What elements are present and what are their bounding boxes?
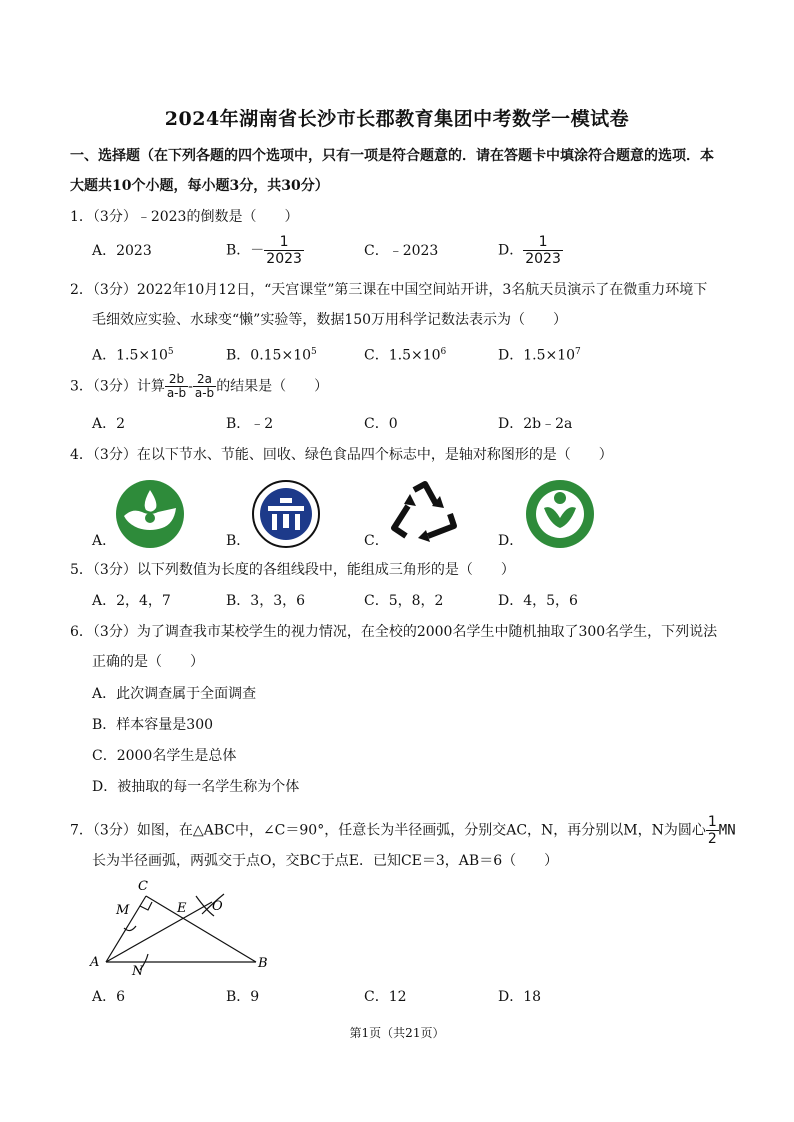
numerator: 1 — [264, 234, 304, 251]
denominator: a-b — [194, 386, 215, 400]
question-2-line2: 毛细效应实验、水球变“懒”实验等，数据150万用科学记数法表示为（ ） — [92, 312, 568, 328]
exponent: 6 — [440, 347, 447, 357]
fraction — [264, 234, 304, 267]
label-b: B — [258, 956, 268, 971]
denominator: 2023 — [525, 251, 561, 267]
question-2-line1: 2．（3分）2022年10月12日，“天宫课堂”第三课在中国空间站开讲，3名航天员演示了在微重力环境下 — [70, 282, 708, 298]
q5-option-c: C．5，8，2 — [364, 593, 444, 609]
q1-option-b — [226, 234, 304, 267]
exponent: 5 — [167, 347, 174, 357]
numerator: 1 — [523, 234, 563, 251]
minus-sign: - — [188, 378, 193, 395]
question-1-stem: 1．（3分）﹣2023的倒数是（ ） — [70, 209, 299, 225]
energy-saving-logo-icon — [250, 478, 322, 550]
denominator: a-b — [166, 386, 187, 400]
option-text: C．1.5×10 — [364, 347, 441, 364]
question-6-line2: 正确的是（ ） — [92, 654, 204, 670]
q7-option-c: C．12 — [364, 989, 407, 1005]
question-7-line2: 长为半径画弧，两弧交于点O，交BC于点E．已知CE＝3，AB＝6（ ） — [92, 853, 559, 869]
section-heading-line2: 大题共10个小题，每小题3分，共30分） — [70, 178, 329, 194]
exponent: 7 — [575, 347, 581, 357]
minus-sign: － — [250, 242, 265, 259]
fraction-2a — [193, 373, 216, 400]
option-label: B． — [226, 242, 251, 259]
numerator: 2a — [193, 373, 216, 387]
label-m: M — [116, 903, 130, 918]
denominator: 2 — [707, 831, 717, 847]
q2-option-c — [364, 342, 446, 366]
fraction-half — [706, 814, 719, 847]
q3-option-b: B．﹣2 — [226, 416, 274, 432]
question-7-line1 — [70, 814, 736, 847]
q4-option-c: C． — [364, 533, 389, 549]
numerator: 2b — [165, 373, 188, 387]
q2-option-b — [226, 342, 317, 366]
q1-option-c: C．﹣2023 — [364, 243, 439, 259]
option-text: B．0.15×10 — [226, 347, 312, 364]
q3-option-c: C．0 — [364, 416, 398, 432]
q5-option-a: A．2，4，7 — [92, 593, 171, 609]
q2-option-d — [498, 342, 581, 366]
q6-option-c: C．2000名学生是总体 — [92, 748, 237, 764]
stem-suffix: 的结果是（ ） — [216, 378, 329, 395]
option-label: D． — [498, 242, 524, 259]
question-4-stem: 4．（3分）在以下节水、节能、回收、绿色食品四个标志中，是轴对称图形的是（ ） — [70, 447, 613, 463]
water-saving-logo-icon — [114, 478, 186, 550]
q4-option-a: A． — [92, 533, 117, 549]
page-footer: 第1页（共21页） — [349, 1026, 445, 1040]
q5-option-b: B．3，3，6 — [226, 593, 306, 609]
q6-option-a: A．此次调查属于全面调查 — [92, 686, 257, 702]
option-text: D．1.5×10 — [498, 347, 576, 364]
q1-option-d — [498, 234, 563, 267]
green-food-logo-icon — [524, 478, 596, 550]
stem-prefix: 3．（3分）计算 — [70, 378, 165, 395]
q6-option-b: B．样本容量是300 — [92, 717, 214, 733]
stem-text: 7．（3分）如图，在△ABC中，∠C＝90°，任意长为半径画弧，分别交AC，N，再分别以M，N为圆心 — [70, 822, 706, 839]
q2-option-a — [92, 342, 174, 366]
q6-option-d: D．被抽取的每一名学生称为个体 — [92, 779, 300, 795]
section-heading-line1: 一、选择题（在下列各题的四个选项中，只有一项是符合题意的．请在答题卡中填涂符合题意的选项．本 — [70, 148, 714, 164]
q7-option-a: A．6 — [92, 989, 126, 1005]
numerator: 1 — [707, 814, 717, 830]
exponent: 5 — [311, 347, 317, 357]
mn-symbol: MN — [718, 822, 736, 839]
label-o: O — [212, 899, 223, 914]
q5-option-d: D．4，5，6 — [498, 593, 578, 609]
denominator: 2023 — [266, 251, 302, 267]
label-a: A — [90, 955, 100, 970]
label-c: C — [138, 879, 148, 894]
q4-option-d: D． — [498, 533, 524, 549]
q3-option-a: A．2 — [92, 416, 126, 432]
question-5-stem: 5．（3分）以下列数值为长度的各组线段中，能组成三角形的是（ ） — [70, 562, 515, 578]
q1-option-a: A．2023 — [92, 243, 152, 259]
label-n: N — [132, 964, 144, 979]
q7-option-d: D．18 — [498, 989, 542, 1005]
question-6-line1: 6．（3分）为了调查我市某校学生的视力情况，在全校的2000名学生中随机抽取了300名学生，下列说法 — [70, 624, 718, 640]
q4-option-b: B． — [226, 533, 251, 549]
q3-option-d: D．2b﹣2a — [498, 416, 573, 432]
question-3-stem — [70, 373, 730, 400]
triangle-diagram — [88, 876, 284, 980]
page-title: 2024年湖南省长沙市长郡教育集团中考数学一模试卷 — [164, 108, 630, 130]
label-e: E — [177, 901, 187, 916]
q7-option-b: B．9 — [226, 989, 260, 1005]
option-text: A．1.5×10 — [92, 347, 168, 364]
recycle-logo-icon — [390, 480, 460, 546]
fraction-2b — [165, 373, 188, 400]
fraction — [523, 234, 563, 267]
